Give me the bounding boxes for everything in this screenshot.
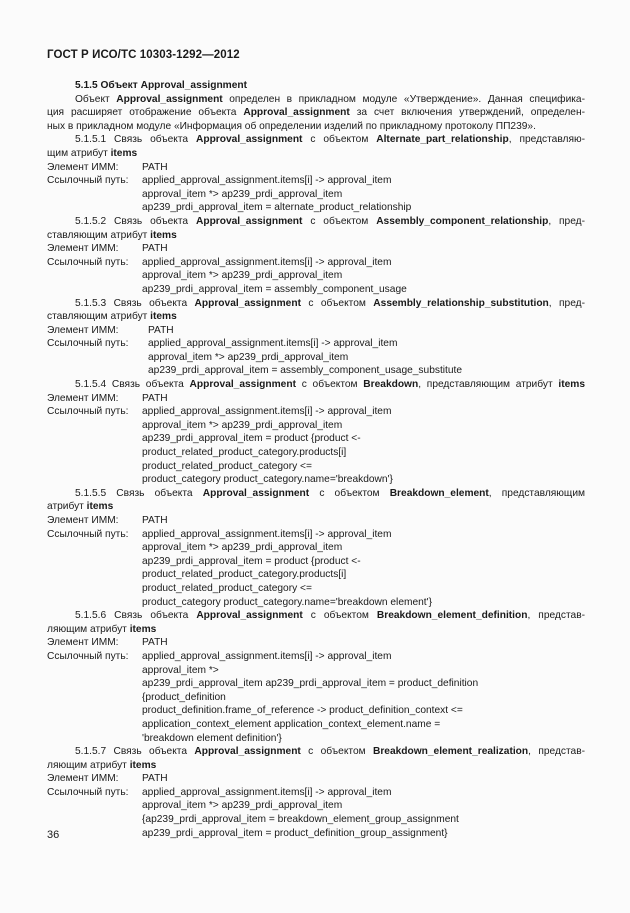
- path-line: approval_item *> ap239_prdi_approval_item: [142, 270, 343, 282]
- path-line: applied_approval_assignment.items[i] -> approval_item: [142, 650, 392, 662]
- element-label: Элемент ИММ:: [47, 515, 119, 526]
- subsection-5-1-5-7: [47, 745, 585, 840]
- element-row: [47, 242, 585, 256]
- path-line: applied_approval_assignment.items[i] -> approval_item: [148, 338, 398, 350]
- path-line: applied_approval_assignment.items[i] -> approval_item: [142, 528, 392, 540]
- element-value: PATH: [142, 392, 168, 404]
- path-line: product_category product_category.name='breakdown element'}: [142, 596, 432, 608]
- subsection-5-1-5-4: [47, 378, 585, 487]
- section-title: 5.1.5 Объект Approval_assignment: [75, 80, 248, 91]
- element-row: [47, 324, 585, 338]
- path-label: Ссылочный путь:: [47, 406, 129, 418]
- path-line: application_context_element application_context_element.name =: [142, 718, 441, 730]
- path-label: Ссылочный путь:: [47, 650, 129, 662]
- path-line: ap239_prdi_approval_item = assembly_component_usage: [142, 283, 407, 295]
- subsection-heading-cont: ляющим атрибут items: [47, 623, 157, 635]
- element-row: [47, 772, 585, 786]
- element-value: PATH: [148, 324, 174, 336]
- subsection-heading-cont: щим атрибут items: [47, 147, 138, 159]
- path-line: applied_approval_assignment.items[i] -> approval_item: [142, 786, 392, 798]
- intro-line-3: ных в прикладном модуле «Информация об определении изделий по прикладному протоколу ПП239».: [47, 120, 536, 132]
- path-line: approval_item *> ap239_prdi_approval_item: [142, 800, 343, 812]
- subsection-heading: 5.1.5.4 Связь объекта Approval_assignment с объектом Breakdown, представляющим атрибут items: [75, 379, 585, 391]
- element-label: Элемент ИММ:: [47, 324, 119, 336]
- element-row: [47, 636, 585, 650]
- subsection-heading-cont: ляющим атрибут items: [47, 759, 157, 771]
- document-header: ГОСТ Р ИСО/ТС 10303-1292—2012: [47, 49, 240, 61]
- path-line: ap239_prdi_approval_item = assembly_component_usage_substitute: [148, 365, 463, 377]
- element-label: Элемент ИММ:: [47, 637, 119, 649]
- subsection-heading: 5.1.5.2 Связь объекта Approval_assignment с объектом Assembly_component_relationship, пред-: [75, 215, 586, 227]
- path-line: applied_approval_assignment.items[i] -> approval_item: [142, 256, 392, 268]
- subsection-heading: 5.1.5.7 Связь объекта Approval_assignment с объектом Breakdown_element_realization, представ-: [75, 746, 585, 758]
- subsection-heading-cont: ставляющим атрибут items: [47, 311, 177, 323]
- path-label: Ссылочный путь:: [47, 256, 129, 268]
- path-line: approval_item *> ap239_prdi_approval_item: [148, 351, 349, 363]
- subsection-5-1-5-6: [47, 609, 585, 745]
- element-label: Элемент ИММ:: [47, 243, 119, 255]
- path-line: product_category product_category.name='breakdown'}: [142, 474, 393, 486]
- subsection-heading: 5.1.5.1 Связь объекта Approval_assignment с объектом Alternate_part_relationship, представляю-: [75, 134, 586, 146]
- path-line: product_related_product_category.products[i]: [142, 447, 347, 459]
- path-line: applied_approval_assignment.items[i] -> approval_item: [142, 406, 392, 418]
- element-row: [47, 161, 585, 175]
- path-line: ap239_prdi_approval_item ap239_prdi_approval_item = product_definition: [142, 678, 479, 690]
- subsection-5-1-5-3: [47, 297, 585, 379]
- subsection-heading-cont: ставляющим атрибут items: [47, 229, 177, 241]
- path-label: Ссылочный путь:: [47, 175, 129, 187]
- subsection-heading: 5.1.5.5 Связь объекта Approval_assignment с объектом Breakdown_element, представляющим: [75, 487, 586, 499]
- path-row: [47, 337, 585, 351]
- path-line: product_definition.frame_of_reference -> product_definition_context <=: [142, 705, 463, 717]
- path-line: product_related_product_category <=: [142, 460, 312, 472]
- path-line: approval_item *> ap239_prdi_approval_item: [142, 419, 343, 431]
- page-number: 36: [47, 829, 60, 841]
- element-label: Элемент ИММ:: [47, 161, 119, 173]
- subsection-heading: 5.1.5.3 Связь объекта Approval_assignment с объектом Assembly_relationship_substitution, пред-: [75, 297, 586, 309]
- path-line: ap239_prdi_approval_item = product_definition_group_assignment}: [142, 827, 448, 839]
- path-label: Ссылочный путь:: [47, 786, 129, 798]
- path-line: {product_definition: [142, 691, 226, 703]
- path-line: 'breakdown element definition'}: [142, 732, 282, 744]
- subsection-5-1-5-1: [47, 133, 585, 215]
- path-line: ap239_prdi_approval_item = product {product <-: [142, 555, 361, 567]
- path-line: {ap239_prdi_approval_item = breakdown_element_group_assignment: [142, 814, 459, 826]
- path-row: [47, 174, 585, 188]
- path-label: Ссылочный путь:: [47, 338, 129, 350]
- path-line: product_related_product_category <=: [142, 582, 312, 594]
- element-label: Элемент ИММ:: [47, 773, 119, 785]
- intro-line-2: ция расширяет отображение объекта Approval_assignment за счет включения утверждений, определен-: [47, 107, 585, 119]
- path-line: product_related_product_category.products[i]: [142, 569, 347, 581]
- path-line: approval_item *> ap239_prdi_approval_item: [142, 542, 343, 554]
- element-value: PATH: [142, 243, 168, 255]
- path-line: ap239_prdi_approval_item = alternate_product_relationship: [142, 202, 412, 214]
- element-label: Элемент ИММ:: [47, 392, 119, 404]
- element-value: PATH: [142, 637, 168, 649]
- element-value: PATH: [142, 515, 168, 526]
- path-row: [47, 786, 585, 800]
- section-5-1-5: [47, 79, 585, 840]
- path-label: Ссылочный путь:: [47, 528, 129, 540]
- path-line: applied_approval_assignment.items[i] -> approval_item: [142, 175, 392, 187]
- path-line: approval_item *> ap239_prdi_approval_item: [142, 188, 343, 200]
- path-row: [47, 405, 585, 419]
- path-line: ap239_prdi_approval_item = product {product <-: [142, 433, 361, 445]
- subsection-heading: 5.1.5.6 Связь объекта Approval_assignment с объектом Breakdown_element_definition, представ-: [75, 610, 585, 622]
- subsection-heading-cont: атрибут items: [47, 501, 114, 513]
- path-row: [47, 528, 585, 542]
- path-line: approval_item *>: [142, 664, 219, 676]
- path-row: [47, 256, 585, 270]
- path-row: [47, 650, 585, 664]
- subsection-5-1-5-2: [47, 215, 585, 297]
- element-value: PATH: [142, 161, 168, 173]
- intro-line-1: Объект Approval_assignment определен в прикладном модуле «Утверждение». Данная специфика-: [75, 93, 585, 105]
- element-row: [47, 392, 585, 406]
- subsection-5-1-5-5: [47, 487, 585, 609]
- element-row: [47, 514, 585, 528]
- element-value: PATH: [142, 773, 168, 785]
